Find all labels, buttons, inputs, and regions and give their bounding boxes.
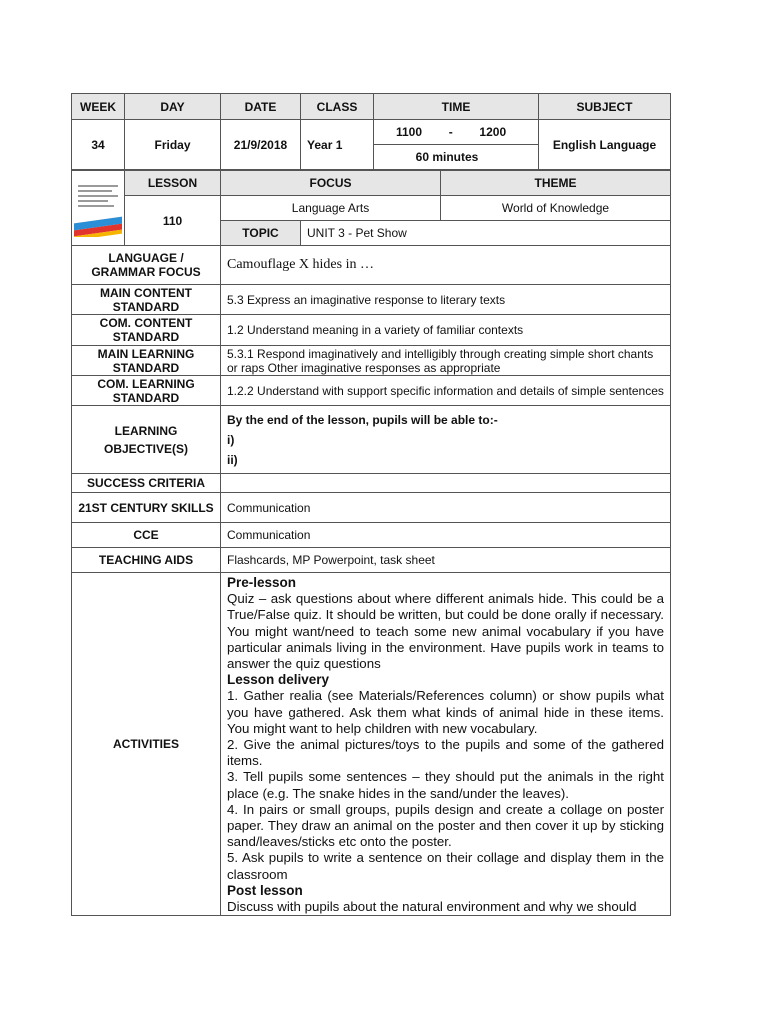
main-learning-value: 5.3.1 Respond imaginatively and intelligibly through creating simple short chants or raps Other imaginative responses as appropriate [221,346,671,376]
success-criteria-value [221,474,671,493]
date-header: DATE [221,94,301,120]
main-content-label: MAIN CONTENT STANDARD [72,285,221,315]
class-header: CLASS [301,94,374,120]
topic-header: TOPIC [221,221,301,246]
post-lesson-heading: Post lesson [227,882,303,898]
class-value: Year 1 [301,120,374,170]
lesson-header: LESSON [125,171,221,196]
com-content-label: COM. CONTENT STANDARD [72,315,221,346]
activities-label: ACTIVITIES [72,573,221,916]
time-header: TIME [374,94,539,120]
lesson-details-table [71,170,671,916]
subject-value: English Language [539,120,671,170]
success-criteria-label: SUCCESS CRITERIA [72,474,221,493]
focus-value: Language Arts [221,196,441,221]
skills-value: Communication [221,493,671,523]
theme-value: World of Knowledge [441,196,671,221]
delivery-step-5: 5. Ask pupils to write a sentence on their collage and display them in the classroom [227,850,664,882]
date-value: 21/9/2018 [221,120,301,170]
delivery-step-1: 1. Gather realia (see Materials/References column) or show pupils what you have gathered. Ask them what kinds of animal hide in these items. You might want to help children with new vocabulary. [227,688,664,736]
main-learning-label: MAIN LEARNING STANDARD [72,346,221,376]
objective-item-2: ii) [227,453,238,467]
lesson-delivery-heading: Lesson delivery [227,672,330,688]
duration-value: 60 minutes [374,145,539,170]
delivery-step-2: 2. Give the animal pictures/toys to the pupils and some of the gathered items. [227,737,664,769]
time-start: 1100 [396,125,423,139]
cce-label: CCE [72,523,221,548]
lesson-number: 110 [125,196,221,246]
objective-item-1: i) [227,433,235,447]
time-end: 1200 [479,125,507,139]
pre-lesson-heading: Pre-lesson [227,575,297,590]
teaching-aids-value: Flashcards, MP Powerpoint, task sheet [221,548,671,573]
skills-label: 21ST CENTURY SKILLS [72,493,221,523]
pre-lesson-text: Quiz – ask questions about where different animals hide. This could be a True/False quiz. It should be written, but could be done orally if necessary. You might want/need to teach some new animal vocabulary if you have particular animals living in the environment. Have pupils work in teams to answer the quiz questions [227,591,664,672]
header-table [71,93,671,170]
delivery-step-3: 3. Tell pupils some sentences – they should put the animals in the right place (e.g. The snake hides in the sand/under the leaves). [227,769,664,801]
week-value: 34 [72,120,125,170]
day-value: Friday [125,120,221,170]
objectives-intro: By the end of the lesson, pupils will be able to:- [227,413,498,427]
teaching-aids-label: TEACHING AIDS [72,548,221,573]
cce-value: Communication [221,523,671,548]
theme-header: THEME [441,171,671,196]
day-header: DAY [125,94,221,120]
objectives-label: LEARNING OBJECTIVE(S) [72,406,221,474]
focus-header: FOCUS [221,171,441,196]
main-content-value: 5.3 Express an imaginative response to literary texts [221,285,671,315]
time-separator: - [448,125,453,139]
com-learning-label: COM. LEARNING STANDARD [72,376,221,406]
school-logo [72,171,125,246]
post-lesson-text: Discuss with pupils about the natural environment and why we should [227,899,637,915]
topic-value: UNIT 3 - Pet Show [301,221,671,246]
time-range [374,120,539,145]
language-grammar-label: LANGUAGE / GRAMMAR FOCUS [72,246,221,285]
delivery-step-4: 4. In pairs or small groups, pupils design and create a collage on poster paper. They draw an animal on the poster and then cover it up by sticking sand/leaves/sticks etc onto the poster. [227,801,664,850]
objectives-value [221,406,671,474]
com-content-value: 1.2 Understand meaning in a variety of familiar contexts [221,315,671,346]
week-header: WEEK [72,94,125,120]
activities-content [221,573,671,916]
subject-header: SUBJECT [539,94,671,120]
language-grammar-value: Camouflage X hides in … [221,246,671,285]
com-learning-value: 1.2.2 Understand with support specific information and details of simple sentences [221,376,671,406]
